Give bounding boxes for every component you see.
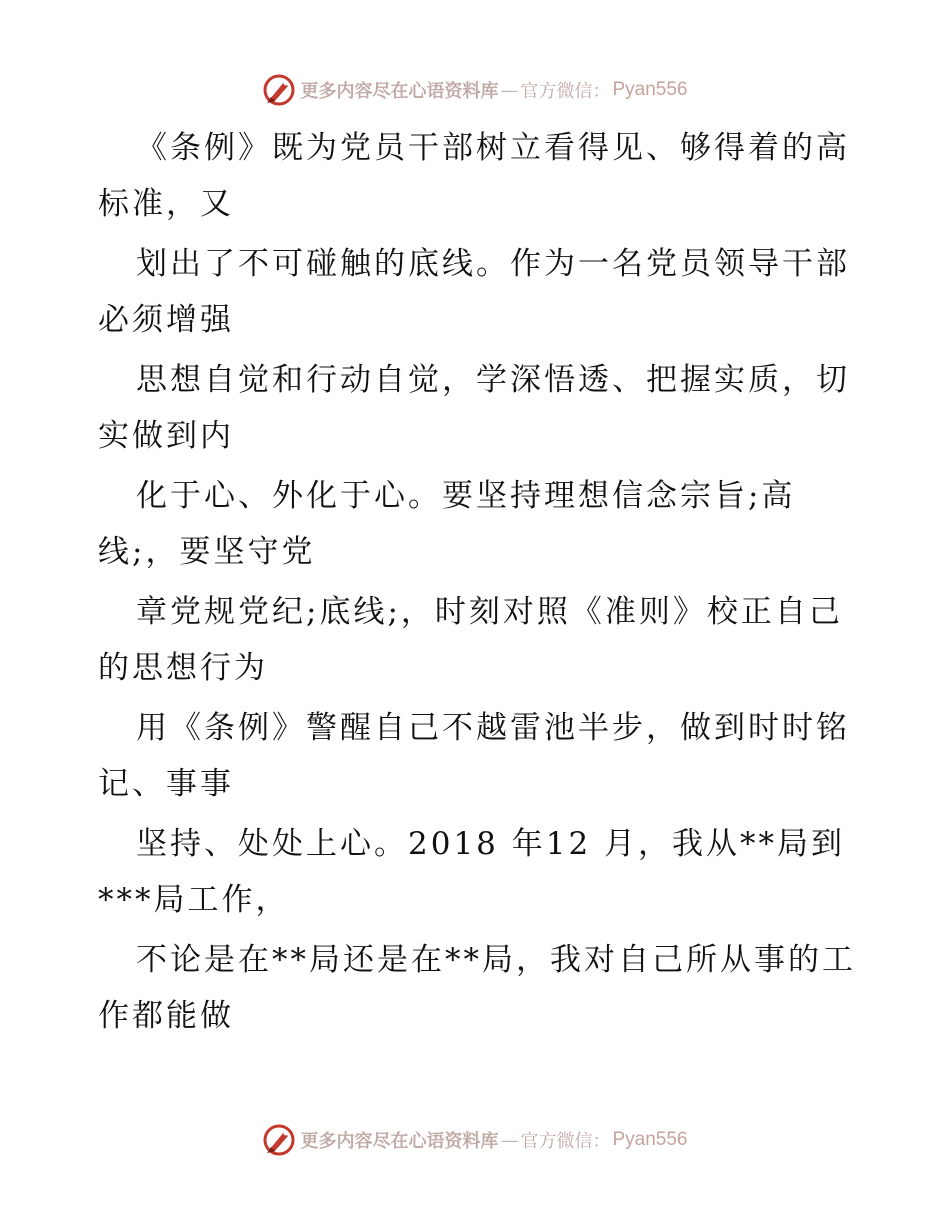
body-line: 线;，要坚守党 [98,534,316,570]
body-line: ***局工作， [98,882,290,918]
wechat-label: 官方微信： [520,81,611,102]
body-line: 的思想行为 [98,650,268,686]
body-line: 划出了不可碰触的底线。作为一名党员领导干部 [136,246,850,282]
body-line: 思想自觉和行动自觉，学深悟透、把握实质，切 [136,362,850,398]
body-line: 化于心、外化于心。要坚持理想信念宗旨;高 [136,478,796,514]
body-line: 实做到内 [98,418,234,454]
body-line: 用《条例》警醒自己不越雷池半步，做到时时铭 [136,710,850,746]
body-line: 章党规党纪;底线;，时刻对照《准则》校正自己 [136,594,843,630]
banner-text: 更多内容尽在心语资料库 [300,1131,499,1152]
body-line: 必须增强 [98,302,234,338]
body-line: 坚持、处处上心。2018 年12 月，我从**局到 [136,826,846,862]
banner-text: 更多内容尽在心语资料库 [300,81,499,102]
wechat-id: Pyan556 [612,1129,688,1150]
banner-dash: — [500,1129,519,1151]
pen-logo-icon [262,1123,296,1157]
body-line: 记、事事 [98,766,234,802]
wechat-label: 官方微信： [520,1131,611,1152]
footer-banner [0,1120,950,1160]
body-line: 不论是在**局还是在**局，我对自己所从事的工 [136,942,856,978]
body-line: 《条例》既为党员干部树立看得见、够得着的高 [136,130,850,166]
wechat-id: Pyan556 [612,79,688,100]
body-line: 标准，又 [98,186,234,222]
banner-dash: — [500,79,519,101]
body-line: 作都能做 [98,998,234,1034]
header-banner [0,70,950,110]
pen-logo-icon [262,73,296,107]
